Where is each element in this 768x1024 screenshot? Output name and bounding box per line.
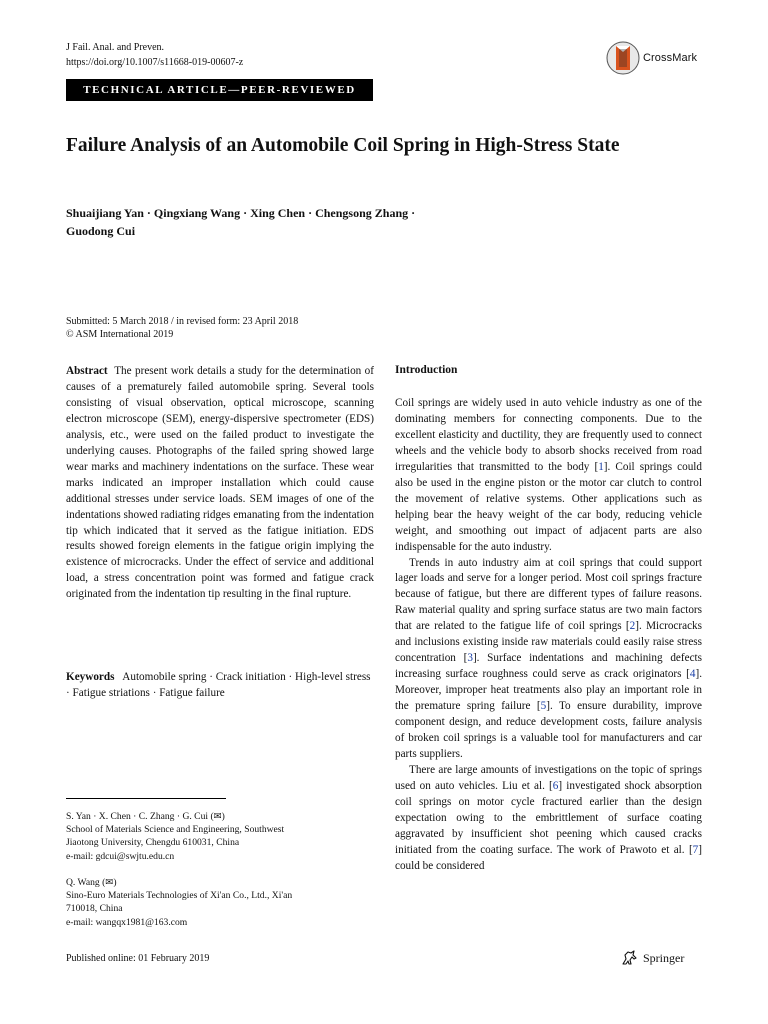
affiliation-2-names: Q. Wang (✉) <box>66 877 117 888</box>
introduction-body <box>395 396 702 875</box>
article-title: Failure Analysis of an Automobile Coil Spring in High-Stress State <box>66 135 620 156</box>
keywords <box>66 670 374 702</box>
citation-link[interactable]: 4 <box>689 668 696 681</box>
publisher-logo <box>621 950 684 966</box>
affiliation-1-line-1: School of Materials Science and Engineering, Southwest <box>66 824 285 836</box>
affiliation-1-line-2: Jiaotong University, Chengdu 610031, China <box>66 837 240 849</box>
crossmark-label: CrossMark <box>643 52 698 64</box>
published-date: Published online: 01 February 2019 <box>66 953 210 964</box>
affiliation-1-email[interactable]: e-mail: gdcui@swjtu.edu.cn <box>66 850 175 862</box>
citation-link[interactable]: 1 <box>598 460 604 473</box>
copyright-notice: © ASM International 2019 <box>66 329 174 340</box>
citation-link[interactable]: 3 <box>467 652 473 665</box>
article-type-banner: TECHNICAL ARTICLE—PEER-REVIEWED <box>66 79 373 101</box>
crossmark-badge[interactable] <box>606 40 706 76</box>
introduction-heading: Introduction <box>395 364 458 376</box>
author-list <box>66 204 706 240</box>
intro-paragraph-2: Trends in auto industry aim at coil springs that could support lager loads and serve for a longer period. Most coil springs fracture because of fatigue, but there are different types of failure reasons. Raw material quality and spring surface status are two main factors that are related to the fatigue life of coil springs [2]. Microcracks and inclusions existing inside raw materials could easily raise stress concentration [3]. Surface indentations and machining defects increasing surface roughness could serve as crack originators [4]. Moreover, improper heat treatments also play an important role in the premature spring failure [5]. To ensure durability, improve component design, and reduce development costs, failure analysis of broken coil springs is a valuable tool for manufacturers and car parts suppliers. <box>395 556 703 760</box>
affiliation-2-line-2: 710018, China <box>66 903 123 915</box>
submission-dates: Submitted: 5 March 2018 / in revised form: 23 April 2018 <box>66 316 299 327</box>
affiliation-2-email[interactable]: e-mail: wangqx1981@163.com <box>66 916 188 928</box>
authors-line-2: Guodong Cui <box>66 224 136 238</box>
journal-info <box>66 40 243 70</box>
crossmark-icon <box>606 41 640 75</box>
citation-link[interactable]: 6 <box>552 779 559 792</box>
abstract <box>66 364 374 603</box>
abstract-label: Abstract <box>66 365 108 377</box>
publisher-name: Springer <box>643 950 685 965</box>
citation-link[interactable]: 7 <box>692 843 699 856</box>
keywords-text: Automobile spring · Crack initiation · High-level stress · Fatigue striations · Fatigue failure <box>66 671 371 699</box>
keywords-label: Keywords <box>66 671 115 683</box>
intro-paragraph-3: There are large amounts of investigations on the topic of springs used on auto vehicles. Liu et al. [6] investigated shock absorption coil springs on motor cycle fractured earlier than the design expectation owing to the embrittlement of surface coating aggravated by insufficient shot peening which caused cracks initiated from the coating surface. The work of Prawoto et al. [7] could be considered <box>395 763 702 872</box>
journal-name: J Fail. Anal. and Preven. <box>66 42 165 53</box>
affiliation-1 <box>66 810 374 863</box>
doi-link[interactable]: https://doi.org/10.1007/s11668-019-00607-z <box>66 57 244 68</box>
authors-line-1: Shuaijiang Yan · Qingxiang Wang · Xing Chen · Chengsong Zhang · <box>66 206 416 220</box>
affiliation-1-names: S. Yan · X. Chen · C. Zhang · G. Cui (✉) <box>66 811 225 822</box>
citation-link[interactable]: 2 <box>629 620 636 633</box>
article-dates <box>66 315 486 341</box>
affiliation-2-line-1: Sino-Euro Materials Technologies of Xi'an Co., Ltd., Xi'an <box>66 890 293 902</box>
intro-paragraph-1: Coil springs are widely used in auto vehicle industry as one of the dominating members for connecting components. Due to the excellent elasticity and ductility, they are frequently used to connect wheels and the vehicle body to absorb shocks received from road irregularities that transmitted to the body [1]. Coil springs could also be used in the engine piston or the motor car clutch to control the movement of relative systems. Other applications such as helping bear the heavy weight of the car body, reducing vehicle weight, and smoothing out impact of adjacent parts are also indispensable for the auto industry. <box>395 397 702 553</box>
affiliation-2 <box>66 876 374 929</box>
springer-horse-icon <box>621 950 639 966</box>
footnote-divider <box>66 798 226 799</box>
citation-link[interactable]: 5 <box>540 700 547 713</box>
abstract-text: The present work details a study for the determination of causes of a prematurely failed automobile spring. Several tools consisting of visual observation, optical microscope, scanning electron microscope (SEM), energy-dispersive spectrometer (EDS) analysis, etc., were used on the failed product to investigate the underlying causes. Photographs of the failed spring showed large wear marks and machinery indentations on the surface. These wear marks indicated an improper installation which could cause additional stresses under service loads. SEM images of one of the indentations showed radiating ridges emanating from the indentation tip which indicated that it served as the fatigue initiation. EDS results showed foreign elements in the fatigue origin implying the existence of microcracks. Under the effect of service and additional load, a stress concentration point was formed and fatigue crack originated from the indentation tip resulting in the final rupture. <box>66 365 374 601</box>
